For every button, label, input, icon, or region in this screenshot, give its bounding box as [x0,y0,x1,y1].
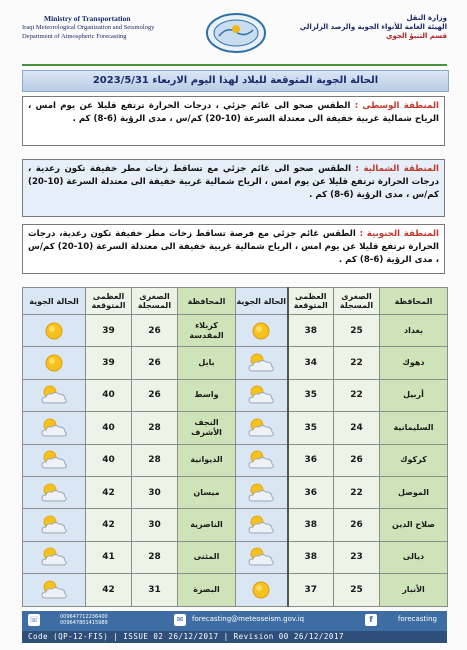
governorate-cell: الموصل [380,476,448,508]
partly-cloudy-icon [236,514,287,536]
forecast-table [22,287,448,607]
col-header-max: العظمى المتوقعة [288,288,334,315]
max-temp-cell: 42 [86,509,132,541]
governorate-cell: البصرة [178,574,236,606]
max-temp-cell: 42 [86,476,132,508]
governorate-cell: أربيل [380,379,448,411]
partly-cloudy-icon [23,384,85,406]
max-temp-cell: 40 [86,444,132,476]
min-temp-cell: 28 [132,541,178,573]
footer-contact-bar [22,611,447,631]
col-header-governorate: المحافظة [380,288,448,315]
region-north [22,159,445,217]
region-name: المنطقة الشمالية : [355,164,439,174]
footer-code-line: Code (QP-12-FIS) | ISSUE 02 26/12/2017 | Revision 00 26/12/2017 [22,631,447,643]
weather-cell [236,315,288,347]
max-temp-cell: 39 [86,347,132,379]
sun-icon [236,579,287,601]
max-temp-cell: 40 [86,379,132,411]
partly-cloudy-icon [236,384,287,406]
header-ar-line-3: قسم التنبؤ الجوي [386,32,447,40]
region-text: الطقس صحو الى غائم جزئي ، درجات الحرارة ترتفع قليلا عن يوم امس ، الرياح شمالية غربية خفيفة الى معتدلة السرعة (10-20) كم/س ، مدى الرؤية (6-8) كم . [28,101,439,124]
governorate-cell: الأنبار [380,574,448,606]
governorate-cell: واسط [178,379,236,411]
governorate-cell: بابل [178,347,236,379]
min-temp-cell: 22 [334,476,380,508]
partly-cloudy-icon [236,352,287,374]
governorate-cell: الناصرية [178,509,236,541]
weather-cell [23,315,86,347]
region-text: الطقس غائم جزئي مع فرصة تساقط زخات مطر خفيفة تكون رعدية، درجات الحرارة ترتفع قليلا عن يوم امس ، الرياح شمالية غربية خفيفة الى معتدلة السرعة (10-20) كم/س ، مدى الرؤية (6-8) كم . [28,229,439,265]
max-temp-cell: 38 [288,315,334,347]
weather-cell [236,476,288,508]
organization-logo-icon [205,12,267,54]
min-temp-cell: 23 [334,541,380,573]
weather-cell [236,574,288,606]
region-name: المنطقة الجنوبية : [359,229,439,239]
partly-cloudy-icon [23,514,85,536]
header-en-line-1: Ministry of Transportation [44,14,131,23]
governorate-cell: السليمانية [380,412,448,444]
col-header-max: العظمى المتوقعة [86,288,132,315]
partly-cloudy-icon [23,417,85,439]
min-temp-cell: 30 [132,509,178,541]
partly-cloudy-icon [23,482,85,504]
header-en-line-3: Department of Atmospheric Forecasting [22,33,127,40]
header-ar-line-2: الهيئة العامة للأنواء الجوية والرصد الزلزالي [299,23,447,31]
governorate-cell: ديالى [380,541,448,573]
weather-cell [23,574,86,606]
max-temp-cell: 41 [86,541,132,573]
header-english [22,14,192,41]
governorate-cell: بغداد [380,315,448,347]
governorate-cell: كركوك [380,444,448,476]
col-header-min: الصغرى المسجلة [132,288,178,315]
table-row [23,412,448,444]
table-row [23,444,448,476]
partly-cloudy-icon [236,417,287,439]
table-header-row [23,288,448,315]
footer-phones [60,614,108,626]
min-temp-cell: 22 [334,379,380,411]
min-temp-cell: 25 [334,574,380,606]
partly-cloudy-icon [236,449,287,471]
facebook-icon: f [365,614,377,626]
weather-cell [236,379,288,411]
partly-cloudy-icon [236,482,287,504]
footer-phone-2: 009647801415989 [60,620,108,626]
header-arabic [297,14,447,41]
col-header-governorate: المحافظة [178,288,236,315]
sun-icon [236,320,287,342]
col-header-weather: الحالة الجوية [236,288,288,315]
weather-cell [23,444,86,476]
partly-cloudy-icon [23,579,85,601]
col-header-min: الصغرى المسجلة [334,288,380,315]
min-temp-cell: 26 [334,444,380,476]
governorate-cell: صلاح الدين [380,509,448,541]
weather-cell [236,444,288,476]
weather-cell [23,379,86,411]
table-row [23,379,448,411]
weather-cell [236,412,288,444]
min-temp-cell: 26 [132,379,178,411]
weather-cell [23,412,86,444]
max-temp-cell: 38 [288,509,334,541]
footer-email[interactable]: forecasting@meteoseism.gov.iq [192,615,305,623]
min-temp-cell: 30 [132,476,178,508]
governorate-cell: النجف الأشرف [178,412,236,444]
max-temp-cell: 40 [86,412,132,444]
min-temp-cell: 31 [132,574,178,606]
governorate-cell: الديوانية [178,444,236,476]
weather-cell [23,541,86,573]
min-temp-cell: 25 [334,315,380,347]
table-row [23,541,448,573]
max-temp-cell: 34 [288,347,334,379]
forecast-table-body [23,315,448,607]
weather-cell [23,509,86,541]
max-temp-cell: 38 [288,541,334,573]
header-ar-line-1: وزارة النقل [406,14,447,22]
min-temp-cell: 26 [334,509,380,541]
partly-cloudy-icon [23,449,85,471]
sun-icon [23,320,85,342]
weather-cell [23,476,86,508]
max-temp-cell: 42 [86,574,132,606]
max-temp-cell: 37 [288,574,334,606]
col-header-weather: الحالة الجوية [23,288,86,315]
partly-cloudy-icon [23,546,85,568]
min-temp-cell: 26 [132,347,178,379]
governorate-cell: دهوك [380,347,448,379]
region-text: الطقس صحو الى غائم جزئي مع تساقط زخات مطر خفيفة تكون رعدية ، درجات الحرارة ترتفع قليلا عن يوم امس ، الرياح شمالية غربية خفيفة الى معتدلة السرعة (10-20) كم/س ، مدى الرؤية (6-8) كم . [28,164,439,200]
min-temp-cell: 28 [132,444,178,476]
max-temp-cell: 35 [288,379,334,411]
governorate-cell: المثنى [178,541,236,573]
max-temp-cell: 36 [288,476,334,508]
min-temp-cell: 26 [132,315,178,347]
sun-icon [23,352,85,374]
partly-cloudy-icon [236,546,287,568]
forecast-title: الحالة الجوية المتوقعة للبلاد لهذا اليوم الاربعاء 2023/5/31 [22,70,449,92]
table-row [23,347,448,379]
footer-phone-1: 009647712236400 [60,614,108,620]
region-south [22,224,445,274]
weather-cell [236,347,288,379]
weather-cell [23,347,86,379]
header-en-line-2: Iraqi Meteorological Organization and Seismology [22,24,155,31]
max-temp-cell: 39 [86,315,132,347]
email-icon: ✉ [174,614,186,626]
table-row [23,509,448,541]
governorate-cell: كربلاء المقدسة [178,315,236,347]
max-temp-cell: 35 [288,412,334,444]
table-row [23,476,448,508]
footer-facebook[interactable]: forecasting [397,615,437,623]
page-header [22,6,447,66]
table-row [23,574,448,606]
min-temp-cell: 28 [132,412,178,444]
phone-icon: ☏ [28,615,39,624]
table-row [23,315,448,347]
max-temp-cell: 36 [288,444,334,476]
min-temp-cell: 24 [334,412,380,444]
weather-cell [236,541,288,573]
region-name: المنطقة الوسطى : [354,101,439,111]
region-central [22,96,445,146]
min-temp-cell: 22 [334,347,380,379]
governorate-cell: ميسان [178,476,236,508]
weather-cell [236,509,288,541]
